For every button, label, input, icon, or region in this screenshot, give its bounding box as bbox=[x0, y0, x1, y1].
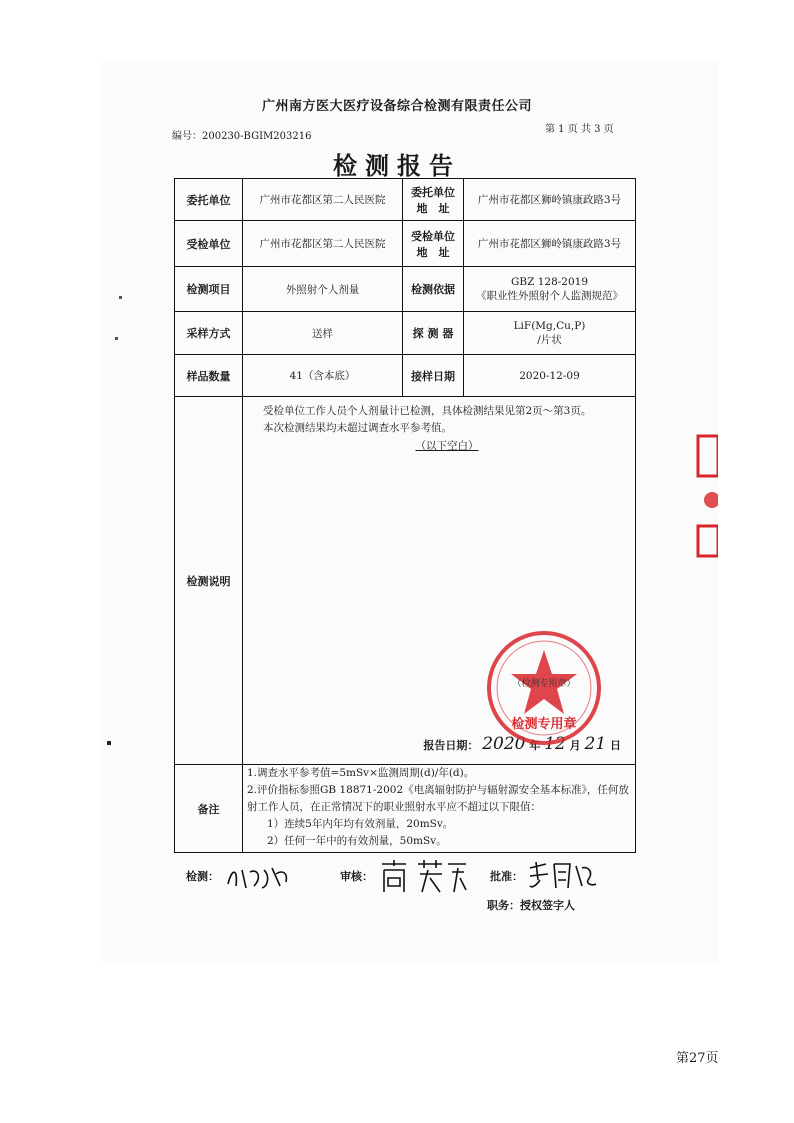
basis-standard: GBZ 128-2019 bbox=[510, 275, 589, 288]
report-date-month: 12 bbox=[544, 734, 566, 754]
report-date-year-unit: 年 bbox=[529, 739, 541, 752]
scan-speck bbox=[115, 337, 118, 340]
item-value: 外照射个人剂量 bbox=[243, 267, 403, 312]
tester-label: 检测： bbox=[186, 870, 219, 883]
approver-label: 批准： bbox=[490, 870, 523, 883]
notes-cell bbox=[243, 765, 636, 853]
detector-material: LiF(Mg,Cu,P) bbox=[513, 319, 586, 332]
note-2: 2.评价指标参照GB 18871-2002《电离辐射防护与辐射源安全基本标准》，任何放射工作人员，在正常情况下的职业照射水平应不超过以下限值： bbox=[247, 784, 629, 813]
basis-label: 检测依据 bbox=[403, 267, 464, 312]
report-date-year: 2020 bbox=[482, 734, 526, 754]
inspected-address-label-line2: 地 址 bbox=[416, 245, 450, 259]
inspected-address-label-line1: 受检单位 bbox=[411, 229, 455, 243]
table-row bbox=[175, 267, 636, 312]
report-date-label: 报告日期： bbox=[423, 739, 479, 752]
detector-label: 探 测 器 bbox=[403, 312, 464, 355]
sampling-label: 采样方式 bbox=[175, 312, 243, 355]
client-address-value: 广州市花都区狮岭镇康政路3号 bbox=[464, 179, 636, 221]
approver-duty: 职务：授权签字人 bbox=[487, 899, 575, 912]
inspected-address-value: 广州市花都区狮岭镇康政路3号 bbox=[464, 221, 636, 267]
basis-value bbox=[464, 267, 636, 312]
stamp-seal-caption: （检测专用章） bbox=[512, 679, 576, 689]
table-row bbox=[175, 312, 636, 355]
receipt-date-value: 2020-12-09 bbox=[464, 355, 636, 397]
scan-speck bbox=[119, 296, 122, 299]
page-of-total: 第 1 页 共 3 页 bbox=[545, 124, 614, 135]
client-address-label bbox=[403, 179, 464, 221]
inspected-value: 广州市花都区第二人民医院 bbox=[243, 221, 403, 267]
description-line-2: 本次检测结果均未超过调查水平参考值。 bbox=[263, 422, 452, 434]
table-row bbox=[175, 221, 636, 267]
description-line-1: 受检单位工作人员个人剂量计已检测，具体检测结果见第2页～第3页。 bbox=[263, 405, 592, 417]
basis-standard-title: 《职业性外照射个人监测规范》 bbox=[476, 289, 623, 302]
inspected-address-label bbox=[403, 221, 464, 267]
notes-label: 备注 bbox=[175, 765, 243, 853]
description-label: 检测说明 bbox=[175, 397, 243, 765]
reviewer-label: 审核： bbox=[340, 870, 373, 883]
company-name: 广州南方医大医疗设备综合检测有限责任公司 bbox=[261, 99, 532, 114]
approver-signature bbox=[526, 858, 598, 892]
detector-value bbox=[464, 312, 636, 355]
scan-speck bbox=[107, 741, 111, 745]
description-text bbox=[247, 397, 631, 455]
item-label: 检测项目 bbox=[175, 267, 243, 312]
report-table bbox=[174, 178, 636, 853]
sampling-value: 送样 bbox=[243, 312, 403, 355]
inspected-label: 受检单位 bbox=[175, 221, 243, 267]
tester-signature bbox=[224, 860, 294, 892]
report-date-day-unit: 日 bbox=[610, 739, 621, 752]
report-title: 检测报告 bbox=[333, 151, 461, 180]
report-number: 编号：200230-BGIM203216 bbox=[172, 131, 312, 142]
quantity-value: 41（含本底） bbox=[243, 355, 403, 397]
note-2a: 1）连续5年内年均有效剂量，20mSv。 bbox=[267, 818, 454, 830]
table-row bbox=[175, 179, 636, 221]
report-date-month-unit: 月 bbox=[569, 739, 581, 752]
note-2b: 2）任何一年中的有效剂量，50mSv。 bbox=[267, 835, 447, 847]
blank-marker-text: （以下空白） bbox=[415, 440, 479, 452]
quantity-label: 样品数量 bbox=[175, 355, 243, 397]
client-address-label-line1: 委托单位 bbox=[411, 185, 455, 199]
detector-form: /片状 bbox=[537, 333, 562, 346]
table-row bbox=[175, 355, 636, 397]
page-number: 第27页 bbox=[676, 1051, 719, 1066]
inspection-seal-stamp bbox=[484, 628, 604, 748]
stamp-text: 检测专用章 bbox=[511, 717, 577, 732]
table-row bbox=[175, 765, 636, 853]
reviewer-signature bbox=[378, 858, 468, 896]
report-date-day: 21 bbox=[584, 734, 607, 754]
note-1: 1.调查水平参考值=5mSv×监测周期(d)/年(d)。 bbox=[247, 767, 475, 779]
client-label: 委托单位 bbox=[175, 179, 243, 221]
receipt-date-label: 接样日期 bbox=[403, 355, 464, 397]
edge-stamp-fragment bbox=[694, 430, 718, 570]
client-value: 广州市花都区第二人民医院 bbox=[243, 179, 403, 221]
blank-marker bbox=[263, 438, 631, 455]
client-address-label-line2: 地 址 bbox=[416, 201, 450, 215]
